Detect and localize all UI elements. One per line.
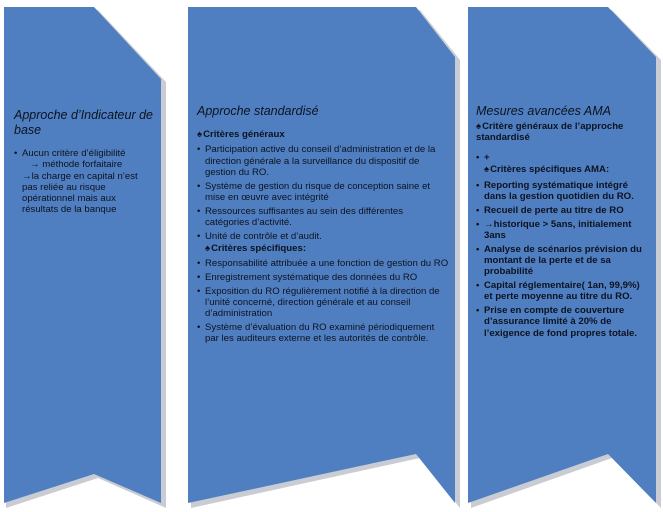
bullet-icon: •: [476, 151, 480, 163]
list-item: • Responsabilité attribuée a une fonction de gestion du RO: [197, 257, 449, 269]
panel-2-general-heading: ♠Critères généraux: [197, 129, 285, 140]
panel-1-item: [14, 148, 154, 216]
panel-2-title: Approche standardisé: [197, 104, 319, 118]
panel-1-title: Approche d’Indicateur de base: [14, 108, 153, 137]
bullet-icon: •: [476, 218, 480, 230]
bullet-icon: •: [197, 144, 201, 156]
panel-3-title: Mesures avancées AMA: [476, 104, 612, 118]
bullet-icon: •: [476, 243, 480, 255]
bullet-icon: •: [197, 321, 201, 333]
list-item: • Reporting systématique intégré dans la gestion quotidien du RO.: [476, 179, 634, 202]
list-item: • Capital réglementaire( 1an, 99,9%) et perte moyenne au titre du RO.: [476, 280, 640, 303]
bullet-icon: •: [197, 230, 201, 242]
panel-3-specific-heading: ♠Critères spécifiques AMA:: [484, 164, 610, 176]
list-item: • Participation active du conseil d’administration et de la direction générale a la surveillance du dispositif de gestion du RO.: [197, 144, 436, 178]
list-item: • Recueil de perte au titre de RO: [476, 204, 624, 216]
bullet-icon: •: [197, 180, 201, 192]
spade-icon: ♠: [197, 129, 203, 140]
panel-3-general-heading: ♠Critère généraux de l’approche standardisé: [476, 121, 624, 144]
spade-icon: ♠: [205, 242, 211, 254]
list-item: • →historique > 5ans, initialement 3ans: [476, 218, 632, 241]
list-item: • Exposition du RO régulièrement notifié à la direction de l’unité concerné, direction générale et au conseil d’administration: [197, 285, 440, 320]
list-item: • Enregistrement systématique des données du RO: [197, 271, 418, 283]
list-item: • Analyse de scénarios prévision du montant de la perte et de sa probabilité: [476, 243, 642, 278]
bullet-icon: •: [197, 271, 201, 283]
panel-basic-indicator: [14, 108, 154, 218]
spade-icon: ♠: [484, 164, 490, 176]
bullet-icon: •: [476, 204, 480, 216]
panel-ama: [476, 104, 648, 342]
bullet-icon: •: [14, 148, 18, 159]
bullet-icon: •: [197, 285, 201, 297]
list-item: • Ressources suffisantes au sein des différentes catégories d’activité.: [197, 205, 404, 229]
panel-2-specific-heading: ♠Critères spécifiques:: [205, 242, 307, 254]
list-item: • Prise en compte de couverture d’assurance limité à 20% de l’exigence de fond propres totale.: [476, 305, 637, 339]
bullet-icon: •: [476, 305, 480, 317]
bullet-icon: •: [476, 179, 480, 191]
panel-1-line-2: → méthode forfaitaire: [30, 159, 123, 171]
bullet-icon: •: [197, 205, 201, 217]
panel-standardised: [197, 104, 449, 347]
list-item: • Unité de contrôle et d’audit.: [197, 230, 322, 242]
list-item: • Système de gestion du risque de conception saine et mise en œuvre avec intégrité: [197, 180, 431, 203]
list-item: • Système d’évaluation du RO examiné périodiquement par les auditeurs externe et les autorités de contrôle.: [197, 321, 435, 345]
plus-item: • +: [476, 151, 490, 163]
panel-1-chevron: [4, 7, 161, 503]
spade-icon: ♠: [476, 121, 482, 132]
bullet-icon: •: [197, 257, 201, 269]
panel-1-line-3: →la charge en capital n’est pas reliée au risque opérationnel mais aux résultats de la banque: [22, 170, 138, 216]
panel-1-line-1: Aucun critère d’éligibilité: [22, 148, 126, 159]
bullet-icon: •: [476, 280, 480, 292]
